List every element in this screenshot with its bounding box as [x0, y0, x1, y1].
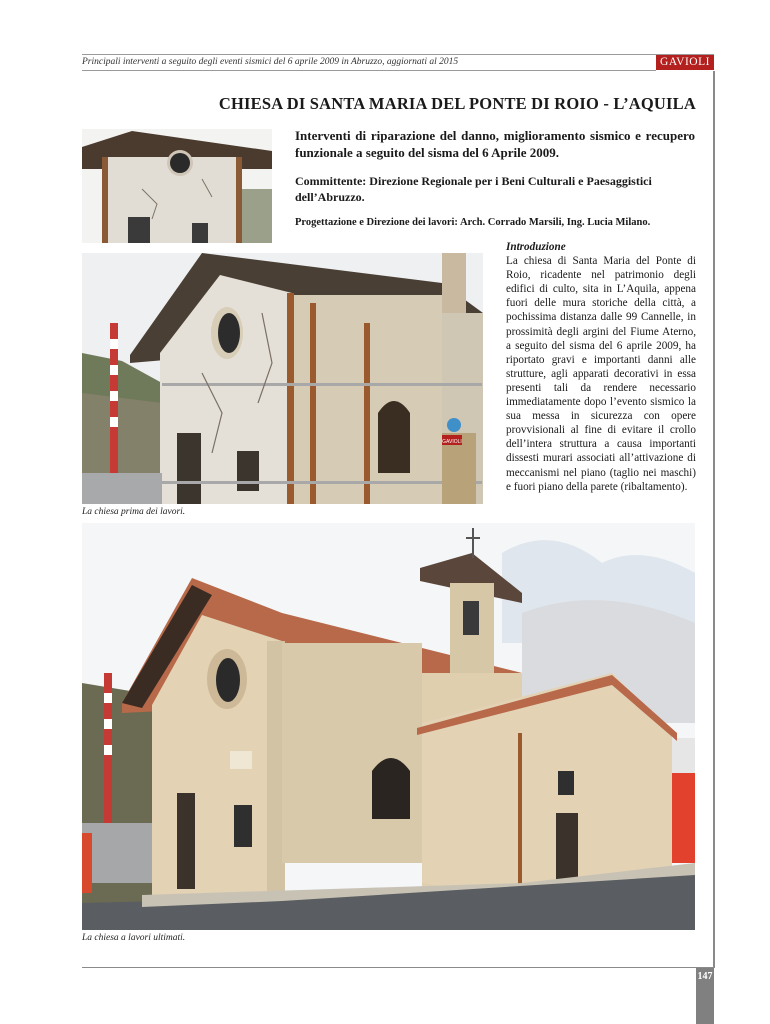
header-rule-top	[82, 54, 714, 55]
client-credit: Committente: Direzione Regionale per i Beni Culturali e Paesaggistici dell’Abruzzo.	[295, 174, 652, 204]
article-subtitle: Interventi di riparazione del danno, miglioramento sismico e recupero funzionale a seguito del sisma del 6 Aprile 2009.	[295, 128, 695, 160]
page-number: 147	[697, 971, 713, 982]
photo-church-before	[82, 253, 483, 504]
page-title: CHIESA DI SANTA MARIA DEL PONTE DI ROIO - L’AQUILA	[218, 94, 696, 113]
photo-facade-detail	[82, 129, 272, 243]
running-title: Principali interventi a seguito degli eventi sismici del 6 aprile 2009 in Abruzzo, aggiornati al 2015	[82, 57, 459, 67]
worker-vest-label: GAVIOLI	[442, 439, 462, 445]
caption-after: La chiesa a lavori ultimati.	[82, 933, 186, 943]
photo-church-after	[82, 523, 695, 930]
brand-badge: GAVIOLI	[656, 55, 714, 70]
header-rule-bottom	[82, 70, 656, 71]
design-credit: Progettazione e Direzione dei lavori: Arch. Corrado Marsili, Ing. Lucia Milano.	[295, 217, 651, 228]
side-rule	[713, 71, 715, 968]
intro-heading: Introduzione	[506, 241, 566, 253]
intro-body: La chiesa di Santa Maria del Ponte di Roio, ricadente nel patrimonio degli edifici di culto, sita in L’Aquila, appena fuori delle mura storiche della città, a pochissima distanza dalle 99 Cannelle, in prossimità degli argini del Fiume Aterno, a seguito del sisma del 6 aprile 2009, ha riportato gravi e importanti danni alle strutture, agli apparati decorativi in essa presenti tali da rendere necessario immediatamente dopo l’evento sismico la sua messa in sicurezza con opere provvisionali al fine di evitare il crollo dell’intera struttura a causa importanti dissesti murari associati all’attivazione di meccanismi nel piano (taglio nei maschi) e fuori piano della parete (ribaltamento).	[506, 255, 696, 493]
caption-before: La chiesa prima dei lavori.	[82, 507, 186, 517]
footer-rule	[82, 967, 714, 968]
intro-column	[506, 240, 696, 494]
